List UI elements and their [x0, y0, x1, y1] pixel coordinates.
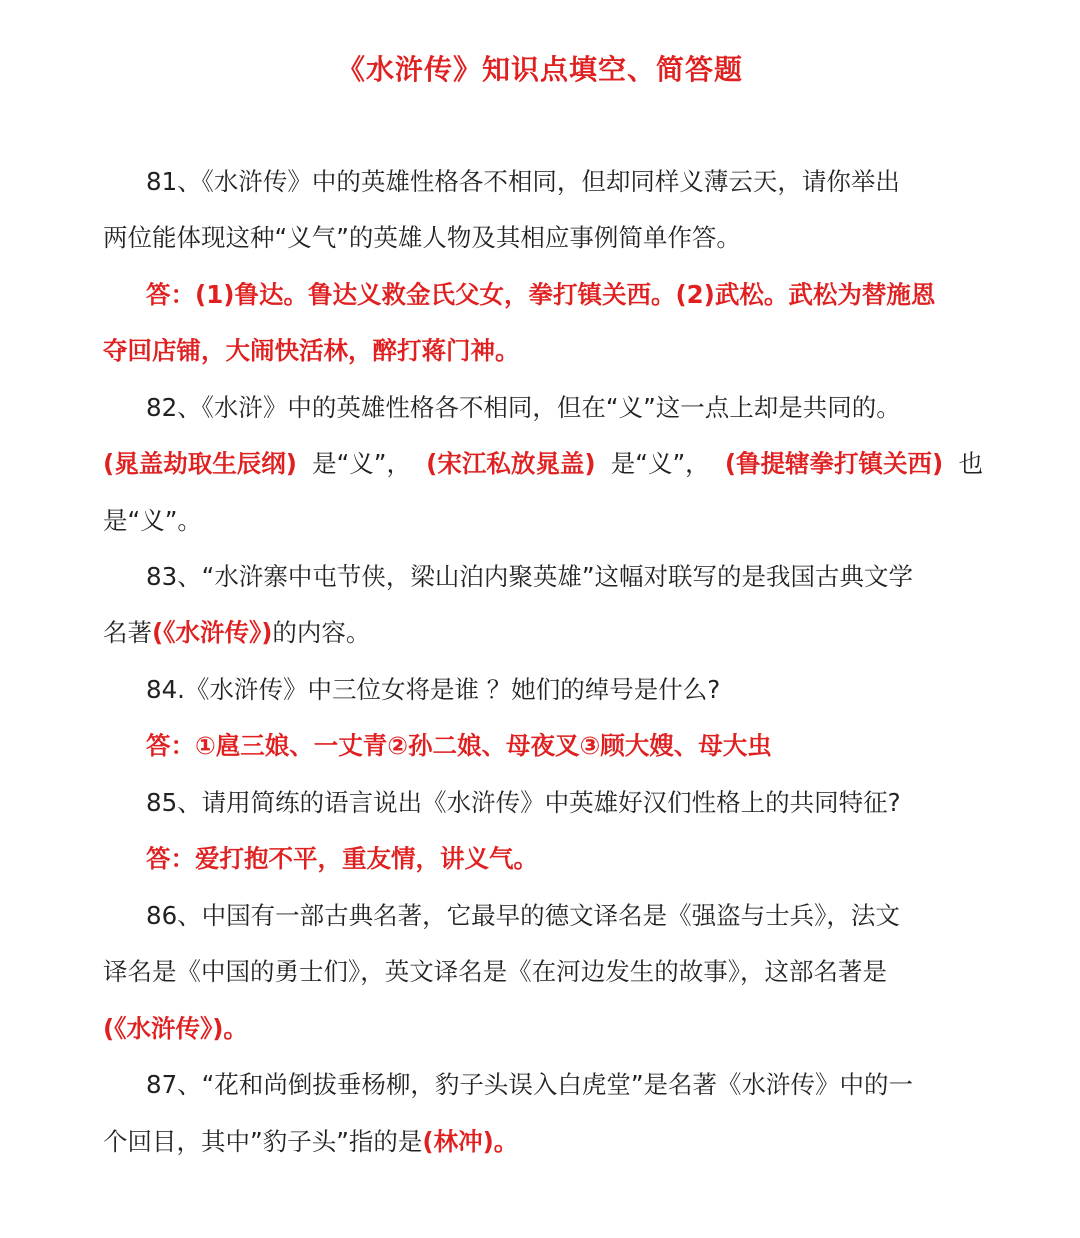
q82-question-line-1: 82、《水浒》中的英雄性格各不相同，但在“义”这一点上却是共同的。	[146, 393, 901, 422]
q82-text-b: 是“义”，	[610, 449, 710, 478]
q82-answer-a: (晁盖劫取生辰纲)	[103, 449, 297, 478]
q87-question-line-1: 87、“花和尚倒拔垂杨柳，豹子头误入白虎堂”是名著《水浒传》中的一	[146, 1070, 914, 1099]
q82-answer-b: (宋江私放晁盖)	[426, 449, 596, 478]
page-title: 《水浒传》知识点填空、简答题	[336, 53, 743, 86]
q83-answer-line	[103, 615, 983, 651]
q83-question-line-1: 83、“水浒寨中屯节侠，梁山泊内聚英雄”这幅对联写的是我国古典文学	[146, 562, 914, 591]
q85-question: 85、请用简练的语言说出《水浒传》中英雄好汉们性格上的共同特征?	[146, 788, 901, 817]
q87-pre-text: 个回目，其中”豹子头”指的是	[103, 1127, 423, 1156]
q82-text-c: 也	[958, 449, 983, 478]
q83-post-text: 的内容。	[272, 618, 371, 647]
q81-answer-line-1: 答：(1)鲁达。鲁达义救金氏父女，拳打镇关西。(2)武松。武松为替施恩	[146, 280, 936, 309]
q82-answer-line	[103, 446, 983, 482]
q81-answer-line-2: 夺回店铺，大闹快活林，醉打蒋门神。	[103, 336, 520, 365]
q82-line-3: 是“义”。	[103, 506, 202, 535]
q84-question: 84.《水浒传》中三位女将是谁 ？她们的绰号是什么?	[146, 675, 721, 704]
q83-answer: (《水浒传》)	[152, 618, 273, 647]
q87-answer: (林冲)。	[422, 1127, 519, 1156]
q87-answer-line	[103, 1124, 983, 1160]
q82-answer-c: (鲁提辖拳打镇关西)	[724, 449, 944, 478]
q86-question-line-2: 译名是《中国的勇士们》，英文译名是《在河边发生的故事》，这部名著是	[103, 957, 887, 986]
q83-pre-text: 名著	[103, 618, 152, 647]
q86-question-line-1: 86、中国有一部古典名著，它最早的德文译名是《强盗与士兵》，法文	[146, 901, 900, 930]
q85-answer: 答：爱打抱不平，重友情，讲义气。	[146, 844, 538, 873]
q81-question-line-1: 81、《水浒传》中的英雄性格各不相同，但却同样义薄云天，请你举出	[146, 167, 900, 196]
q84-answer: 答：①扈三娘、一丈青②孙二娘、母夜叉③顾大嫂、母大虫	[146, 731, 772, 760]
q81-question-line-2: 两位能体现这种“义气”的英雄人物及其相应事例简单作答。	[103, 223, 741, 252]
q82-text-a: 是“义”，	[312, 449, 411, 478]
q86-answer: (《水浒传》)。	[103, 1014, 248, 1043]
